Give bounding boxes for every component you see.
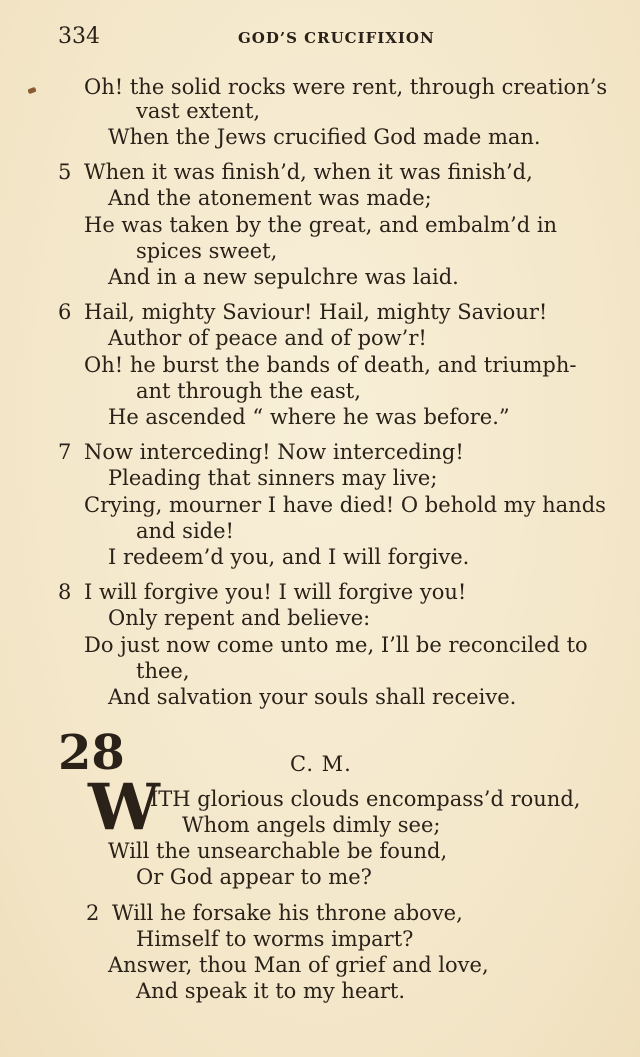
- verse-line: and side!: [136, 519, 234, 543]
- verse-line: thee,: [136, 659, 190, 683]
- verse-line: Pleading that sinners may live;: [108, 466, 438, 490]
- verse-line: Himself to worms impart?: [136, 927, 414, 951]
- verse-line: He ascended “ where he was before.”: [108, 405, 510, 429]
- verse-line: Crying, mourner I have died! O behold my hands: [84, 493, 606, 517]
- verse-line: spices sweet,: [136, 239, 278, 263]
- verse-line: When the Jews crucified God made man.: [108, 125, 541, 149]
- verse-line: Author of peace and of pow’r!: [108, 326, 427, 350]
- verse-line: And in a new sepulchre was laid.: [108, 265, 459, 289]
- verse-line: I redeem’d you, and I will forgive.: [108, 545, 470, 569]
- verse-line: ant through the east,: [136, 379, 361, 403]
- verse-line: He was taken by the great, and embalm’d in: [84, 213, 558, 237]
- verse-line: Oh! he burst the bands of death, and triumph-: [84, 353, 577, 377]
- verse-line: Answer, thou Man of grief and love,: [108, 953, 489, 977]
- stanza-number: 6: [58, 300, 72, 324]
- verse-line: And salvation your souls shall receive.: [108, 685, 517, 709]
- hymn-meter: C. M.: [290, 752, 352, 776]
- ink-mark: [27, 87, 36, 94]
- verse-line: Do just now come unto me, I’ll be reconciled to: [84, 633, 588, 657]
- stanza-number: 8: [58, 580, 72, 604]
- verse-line: vast extent,: [136, 99, 261, 123]
- stanza-number: 7: [58, 440, 72, 464]
- verse-line: And the atonement was made;: [108, 186, 432, 210]
- verse-line: And speak it to my heart.: [136, 979, 406, 1003]
- verse-line: Will he forsake his throne above,: [112, 901, 463, 925]
- hymn-number: 28: [58, 725, 125, 781]
- stanza-number: 5: [58, 160, 72, 184]
- verse-line: Whom angels dimly see;: [182, 813, 441, 837]
- verse-line: Hail, mighty Saviour! Hail, mighty Saviour!: [84, 300, 548, 324]
- verse-line: Now interceding! Now interceding!: [84, 440, 464, 464]
- verse-line: I will forgive you! I will forgive you!: [84, 580, 467, 604]
- running-title: GOD’S CRUCIFIXION: [238, 29, 435, 47]
- page-number: 334: [58, 24, 100, 49]
- verse-line: When it was finish’d, when it was finish’d,: [84, 160, 533, 184]
- page-header: [58, 24, 600, 54]
- verse-line: Or God appear to me?: [136, 865, 372, 889]
- drop-cap: W: [88, 770, 160, 845]
- verse-line: Oh! the solid rocks were rent, through creation’s: [84, 75, 608, 99]
- verse-line: ITH glorious clouds encompass’d round,: [150, 787, 581, 811]
- stanza-number: 2: [86, 901, 100, 925]
- verse-line: Only repent and believe:: [108, 606, 371, 630]
- verse-line: Will the unsearchable be found,: [108, 839, 448, 863]
